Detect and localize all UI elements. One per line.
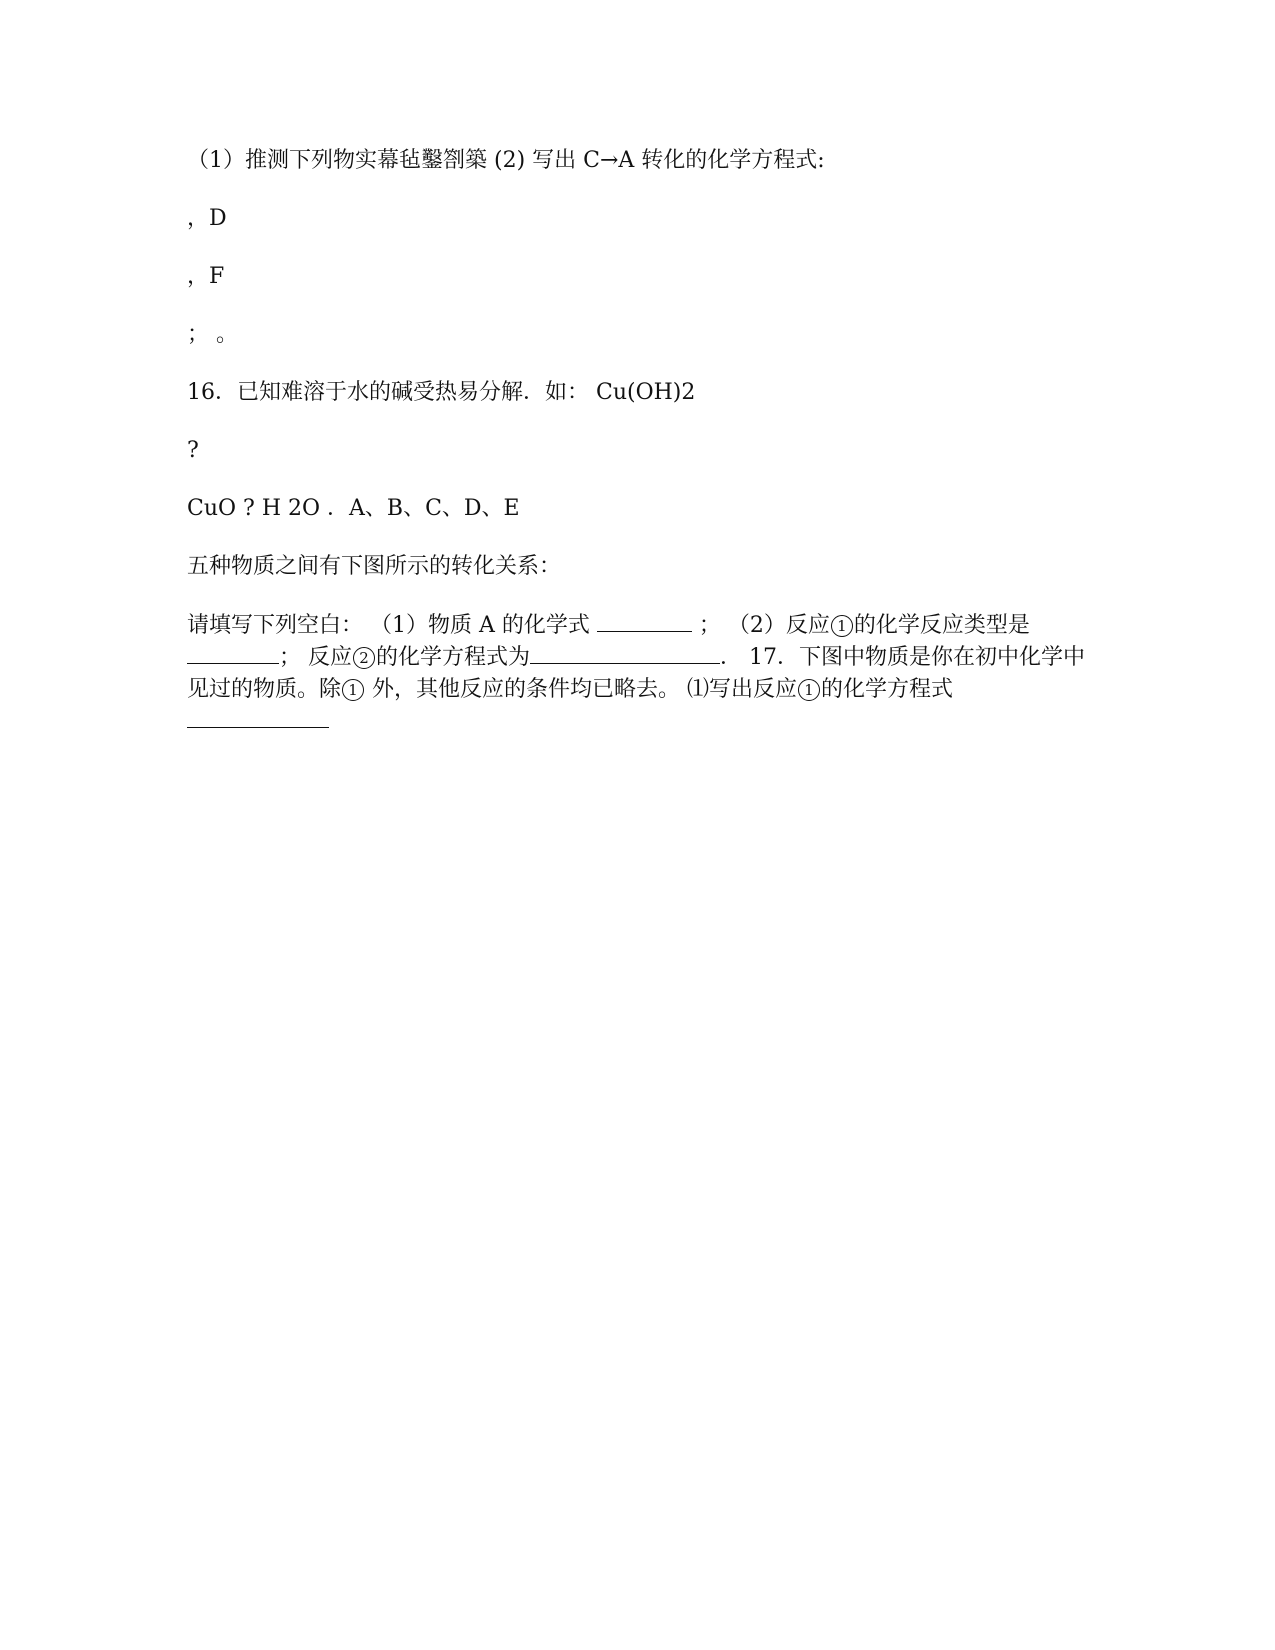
circled-number-1c: 1 [798, 679, 820, 701]
fill-text-6: ． 17．下图中物质是你在初中化学中见过的物质。除 [187, 645, 1086, 702]
equation-2-blank[interactable] [530, 643, 720, 664]
transformation-relation-line: 五种物质之间有下图所示的转化关系： [187, 554, 562, 579]
fill-text-2: ； （2）反应 [698, 613, 830, 638]
equation-1-blank[interactable] [187, 707, 329, 728]
question-mark-line: ? [187, 438, 199, 463]
reaction-type-blank[interactable] [187, 643, 279, 664]
punctuation-line: ； 。 [187, 322, 238, 347]
fill-text-8: 的化学方程式 [821, 677, 954, 702]
fill-text-1: 请填写下列空白： （1）物质 A 的化学式 [187, 613, 590, 638]
fill-text-3: 的化学反应类型是 [853, 613, 1030, 638]
fill-in-paragraph [187, 610, 1092, 738]
circled-number-1: 1 [831, 615, 853, 637]
formula-a-blank[interactable] [597, 611, 692, 632]
circled-number-2: 2 [353, 647, 375, 669]
answer-d-line: ，D [187, 206, 227, 231]
fill-text-5: 的化学方程式为 [376, 645, 531, 670]
answer-f-line: ，F [187, 264, 225, 289]
fill-text-4: ； 反应 [279, 645, 352, 670]
circled-number-1b: 1 [342, 679, 364, 701]
cuo-equation-line: CuO ? H 2O ．A、B、C、D、E [187, 496, 520, 521]
question-16-intro-line: 16．已知难溶于水的碱受热易分解．如： Cu(OH)2 [187, 380, 696, 405]
fill-text-7: 外，其他反应的条件均已略去。 ⑴写出反应 [365, 677, 798, 702]
question-15-part1-line: （1）推测下列物实幕毡鑿劄築 (2) 写出 C→A 转化的化学方程式: [187, 148, 825, 173]
